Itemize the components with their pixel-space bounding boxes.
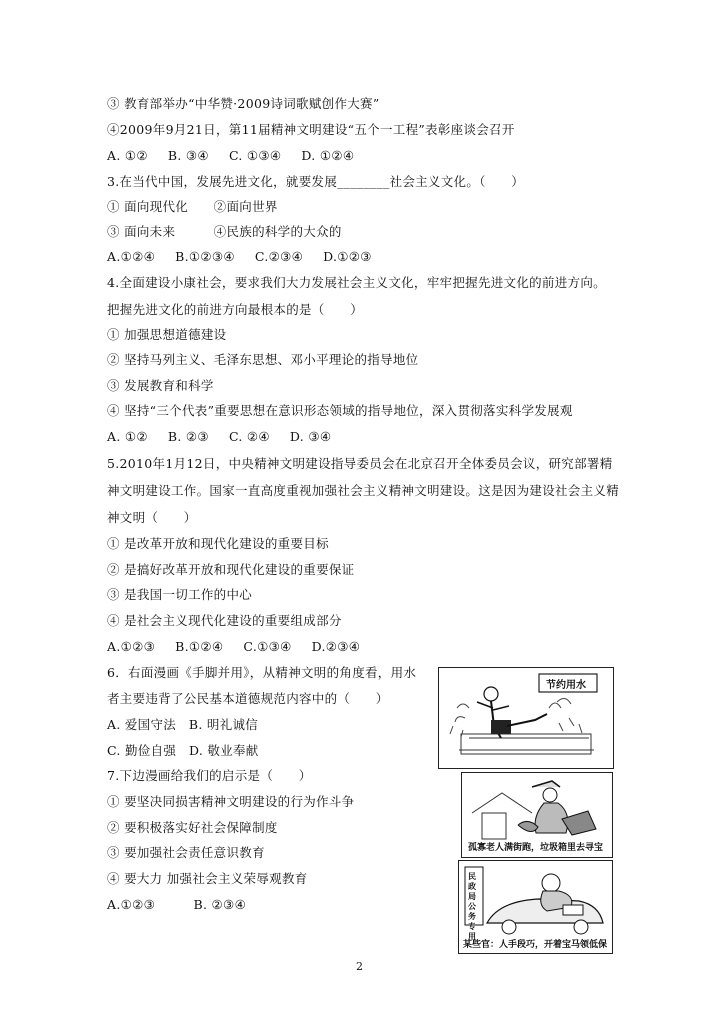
option-d: D.②③④	[311, 639, 361, 654]
q6-stem-1: 6．右面漫画《手脚并用》，从精神文明的角度看，用水	[107, 665, 417, 680]
option-b: B. ②③	[167, 429, 209, 444]
option-a: A. ①②	[107, 148, 148, 163]
q6-options-2: C. 勤俭自强 D. 敬业奉献	[107, 743, 259, 758]
q7-item-3: ③ 要加强社会责任意识教育	[107, 845, 265, 860]
q2-options	[107, 148, 374, 164]
option-a: A.①②④	[107, 249, 156, 264]
q5-stem-3: 神文明（ ）	[107, 510, 197, 525]
q5-item-4: ④ 是社会主义现代化建设的重要组成部分	[107, 613, 342, 628]
q4-stem-1: 4.全面建设小康社会，要求我们大力发展社会主义文化，牢牢把握先进文化的前进方向。	[107, 275, 606, 290]
q3-item-1: ① 面向现代化 ②面向世界	[107, 199, 278, 214]
page-number: 2	[356, 960, 363, 973]
line-item-4: ④2009年9月21日，第11届精神文明建设“五个一工程”表彰座谈会召开	[107, 122, 515, 137]
option-b: B.①②③④	[175, 249, 235, 264]
option-d: D. ①②④	[301, 148, 355, 163]
q3-stem: 3.在当代中国，发展先进文化，就要发展________社会主义文化。（ ）	[107, 174, 525, 189]
cartoon-elderly-trash	[461, 772, 613, 858]
option-d: D.①②③	[323, 249, 372, 264]
q4-item-3: ③ 发展教育和科学	[107, 378, 214, 393]
cartoon-water-waste	[438, 667, 614, 769]
q3-options	[107, 249, 392, 265]
q5-stem-1: 5.2010年1月12日，中央精神文明建设指导委员会在北京召开全体委员会议，研究部署精	[107, 456, 613, 471]
option-c: C.②③④	[254, 249, 304, 264]
cartoon-3-caption: 某些官：人手段巧，开着宝马领低保	[463, 940, 608, 950]
cartoon-official-car	[458, 860, 613, 954]
option-c: C. ②④	[228, 429, 270, 444]
option-b: B.①②④	[175, 639, 224, 654]
cartoon-3-sign: 民政局公务专用	[468, 871, 476, 941]
option-a: A. ①②	[107, 429, 148, 444]
q5-item-3: ③ 是我国一切工作的中心	[107, 587, 253, 602]
q6-options-1: A. 爱国守法 B. 明礼诚信	[107, 717, 259, 732]
cartoon-1-sign: 节约用水	[546, 680, 586, 691]
q4-item-1: ① 加强思想道德建设	[107, 327, 227, 342]
option-c: C. ①③④	[228, 148, 282, 163]
q4-item-4: ④ 坚持“三个代表”重要思想在意识形态领域的指导地位，深入贯彻落实科学发展观	[107, 403, 573, 418]
q7-item-1: ① 要坚决同损害精神文明建设的行为作斗争	[107, 794, 355, 809]
q7-item-4: ④ 要大力 加强社会主义荣辱观教育	[107, 871, 308, 886]
option-b: B. ③④	[167, 148, 209, 163]
cartoon-2-caption: 孤寡老人满街跑，垃圾箱里去寻宝	[468, 843, 604, 853]
q6-stem-2: 者主要违背了公民基本道德规范内容中的（ ）	[107, 691, 389, 706]
q5-item-1: ① 是改革开放和现代化建设的重要目标	[107, 536, 329, 551]
cartoon-water-waste-drawing	[439, 668, 613, 768]
q4-options	[107, 429, 351, 445]
q5-options	[107, 639, 380, 655]
q3-item-2: ③ 面向未来 ④民族的科学的大众的	[107, 224, 342, 239]
option-c: C.①③④	[243, 639, 292, 654]
q7-item-2: ② 要积极落实好社会保障制度	[107, 820, 278, 835]
line-item-3: ③ 教育部举办“中华赞·2009诗词歌赋创作大赛”	[107, 96, 380, 111]
q4-item-2: ② 坚持马列主义、毛泽东思想、邓小平理论的指导地位	[107, 352, 419, 367]
q5-item-2: ② 是搞好改革开放和现代化建设的重要保证	[107, 562, 355, 577]
option-a: A.①②③	[107, 639, 156, 654]
q4-stem-2: 把握先进文化的前进方向最根本的是（ ）	[107, 302, 364, 317]
q7-options: A.①②③ B. ②③④	[107, 897, 247, 912]
option-d: D. ③④	[289, 429, 332, 444]
q7-stem: 7.下边漫画给我们的启示是（ ）	[107, 768, 312, 783]
q5-stem-2: 神文明建设工作。国家一直高度重视加强社会主义精神文明建设。这是因为建设社会主义精	[107, 483, 620, 498]
